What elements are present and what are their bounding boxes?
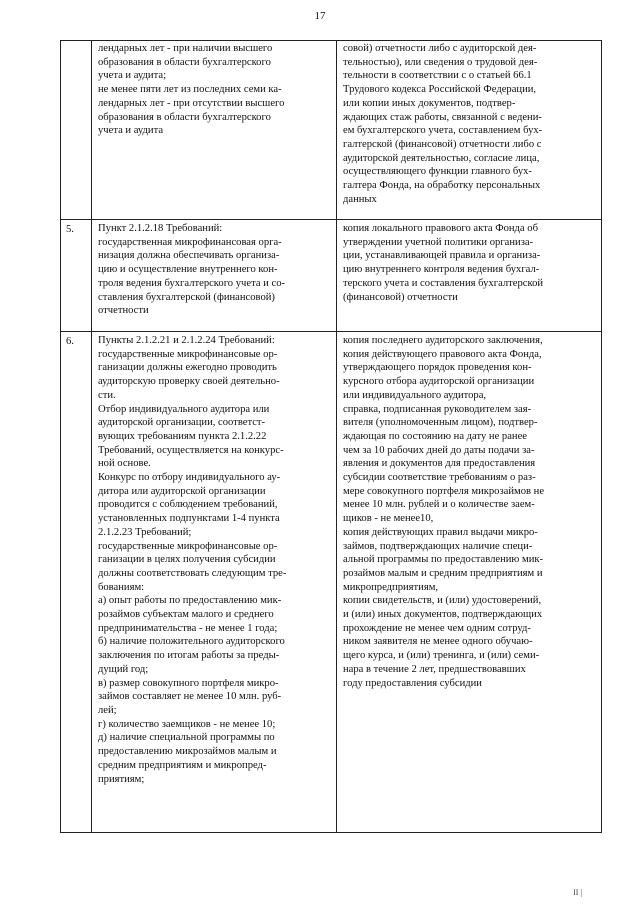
table-bottom-border: [60, 832, 602, 833]
table-right-border: [601, 40, 602, 833]
table-cell-requirement: лендарных лет - при наличии высшего образования в области бухгалтерского учета и аудита; не менее пяти лет из последних семи ка- лендарных лет - при отсутствии высшего образования в области бухгалтерского учета и аудита: [98, 43, 285, 137]
row-number: 5.: [66, 224, 74, 235]
table-cell-documents: совой) отчетности либо с аудиторской дея- тельностью), или сведения о трудовой дея- тельности в соответствии с о статьей 66.1 Трудового кодекса Российской Федерации, или копии иных документов, подтвер- ждающих стаж работы, связанной с ведени- ем бухгалтерского учета, составлением бух- галтерской (финансовой) отчетности либо с аудиторской деятельностью, согласие лица, осуществляющего функции главного бух- галтера Фонда, на обработку персональных данных: [343, 43, 543, 205]
table-top-border: [60, 40, 602, 41]
page-number: 17: [314, 10, 326, 22]
table-cell-requirement: Пункт 2.1.2.18 Требований: государственная микрофинансовая орга- низация должна обеспечивать организа- цию и осуществление внутреннего кон- троля ведения бухгалтерского учета и со- ставления бухгалтерской (финансовой) отчетности: [98, 223, 286, 317]
middle-column-divider: [336, 40, 337, 833]
table-cell-documents: копия последнего аудиторского заключения, копия действующего правового акта Фонда, утверждающего порядок проведения кон- курсного отбора аудиторской организации или индивидуального аудитора, справка, подписанная руководителем зая- вителя (уполномоченным лицом), подтвер- ждающая по состоянию на дату не ранее чем за 10 рабочих дней до даты подачи за- явления и документов для предоставления субсидии соответствие требованиям о раз- мере совокупного портфеля микрозаймов не менее 10 млн. рублей и о количестве заем- щиков - не менее10, копия действующих правил выдачи микро- займов, подтверждающих наличие специ- альной программы по предоставлению мик- розаймов малым и средним предприятиям и микропредприятиям, копии свидетельств, и (или) удостоверений, и (или) иных документов, подтверждающих прохождение не менее чем одним сотруд- ником заявителя не менее одного обучаю- щего курса, и (или) тренинга, и (или) семи- нара в течение 2 лет, предшествовавших году предоставления субсидии: [343, 335, 545, 689]
table-cell-documents: копия локального правового акта Фонда об утверждении учетной политики организа- ции, устанавливающей правила и организа- цию внутреннего контроля ведения бухгал- терского учета и составления бухгалтерской (финансовой) отчетности: [343, 223, 544, 303]
row-number: 6.: [66, 336, 74, 347]
table-left-border: [60, 40, 61, 833]
row-divider: [60, 331, 602, 332]
row-divider: [60, 219, 602, 220]
footer-mark: II |: [573, 888, 582, 897]
table-cell-requirement: Пункты 2.1.2.21 и 2.1.2.24 Требований: государственные микрофинансовые ор- ганизации должны ежегодно проводить аудиторскую проверку своей деятельно- сти. Отбор индивидуального аудитора или аудиторской организации, соответст- вующих требованиям пункта 2.1.2.22 Требований, осуществляется на конкурс- ной основе. Конкурс по отбору индивидуального ау- дитора или аудиторской организации проводится с соблюдением требований, установленных подпунктами 1-4 пункта 2.1.2.23 Требований; государственные микрофинансовые ор- ганизации в целях получения субсидии должны соответствовать следующим тре- бованиям: а) опыт работы по предоставлению мик- розаймов субъектам малого и среднего предпринимательства - не менее 1 года; б) наличие положительного аудиторского заключения по итогам работы за преды- дущий год; в) размер совокупного портфеля микро- займов составляет не менее 10 млн. руб- лей; г) количество заемщиков - не менее 10; д) наличие специальной программы по предоставлению микрозаймов малым и средним предприятиям и микропред- приятиям;: [98, 335, 287, 785]
number-column-divider: [91, 40, 92, 833]
